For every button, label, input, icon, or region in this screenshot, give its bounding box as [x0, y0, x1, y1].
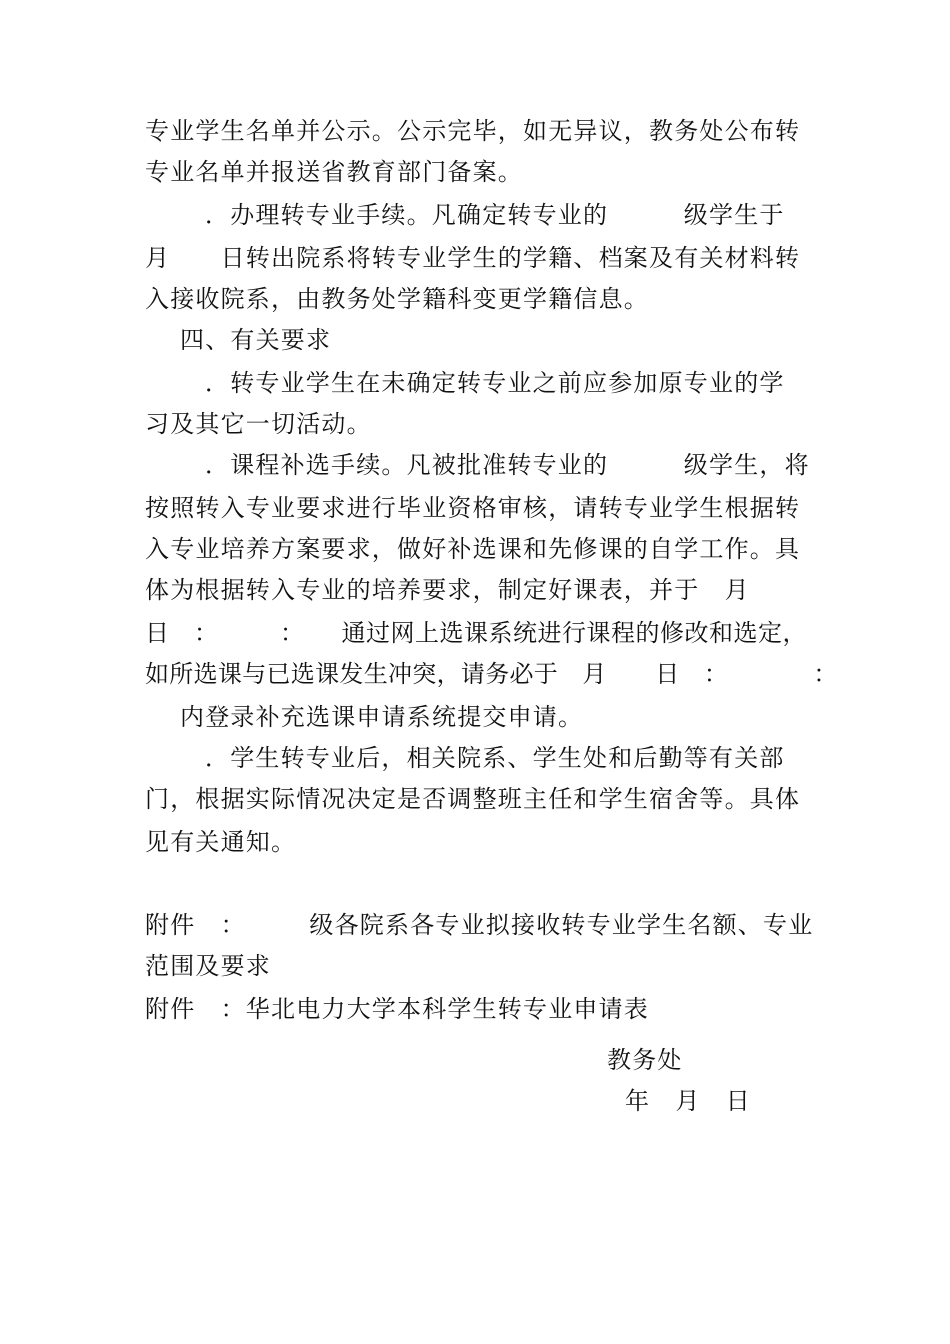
text-line-3: ．办理转专业手续。凡确定转专业的 级学生于	[205, 201, 785, 229]
text-line-18: 见有关通知。	[145, 828, 297, 856]
text-line-10: 按照转入专业要求进行毕业资格审核，请转专业学生根据转	[145, 494, 801, 522]
text-line-15: 内登录补充选课申请系统提交申请。	[180, 703, 584, 731]
text-line-1: 专业学生名单并公示。公示完毕，如无异议，教务处公布转	[145, 117, 801, 145]
text-line-12: 体为根据转入专业的培养要求，制定好课表，并于 月	[145, 576, 750, 604]
text-line-16: ．学生转专业后，相关院系、学生处和后勤等有关部	[205, 744, 785, 772]
text-line-4: 月 日转出院系将转专业学生的学籍、档案及有关材料转	[145, 244, 801, 272]
text-line-7: ．转专业学生在未确定转专业之前应参加原专业的学	[205, 369, 785, 397]
issuer-name: 教务处	[607, 1046, 683, 1074]
text-line-17: 门，根据实际情况决定是否调整班主任和学生宿舍等。具体	[145, 785, 801, 813]
text-line-13: 日 ： ： 通过网上选课系统进行课程的修改和选定，	[145, 619, 807, 647]
attachment-1-continued: 范围及要求	[145, 952, 271, 980]
text-line-14: 如所选课与已选课发生冲突，请务必于 月 日 ： ：	[145, 660, 838, 688]
issue-date: 年 月 日	[625, 1087, 751, 1115]
text-line-9: ．课程补选手续。凡被批准转专业的 级学生，将	[205, 451, 810, 479]
text-line-8: 习及其它一切活动。	[145, 410, 372, 438]
text-line-2: 专业名单并报送省教育部门备案。	[145, 158, 523, 186]
attachment-1: 附件 ： 级各院系各专业拟接收转专业学生名额、专业	[145, 911, 814, 939]
attachment-2: 附件 ：华北电力大学本科学生转专业申请表	[145, 995, 649, 1023]
section-heading: 四、有关要求	[180, 326, 332, 354]
text-line-5: 入接收院系，由教务处学籍科变更学籍信息。	[145, 285, 649, 313]
text-line-11: 入专业培养方案要求，做好补选课和先修课的自学工作。具	[145, 535, 801, 563]
